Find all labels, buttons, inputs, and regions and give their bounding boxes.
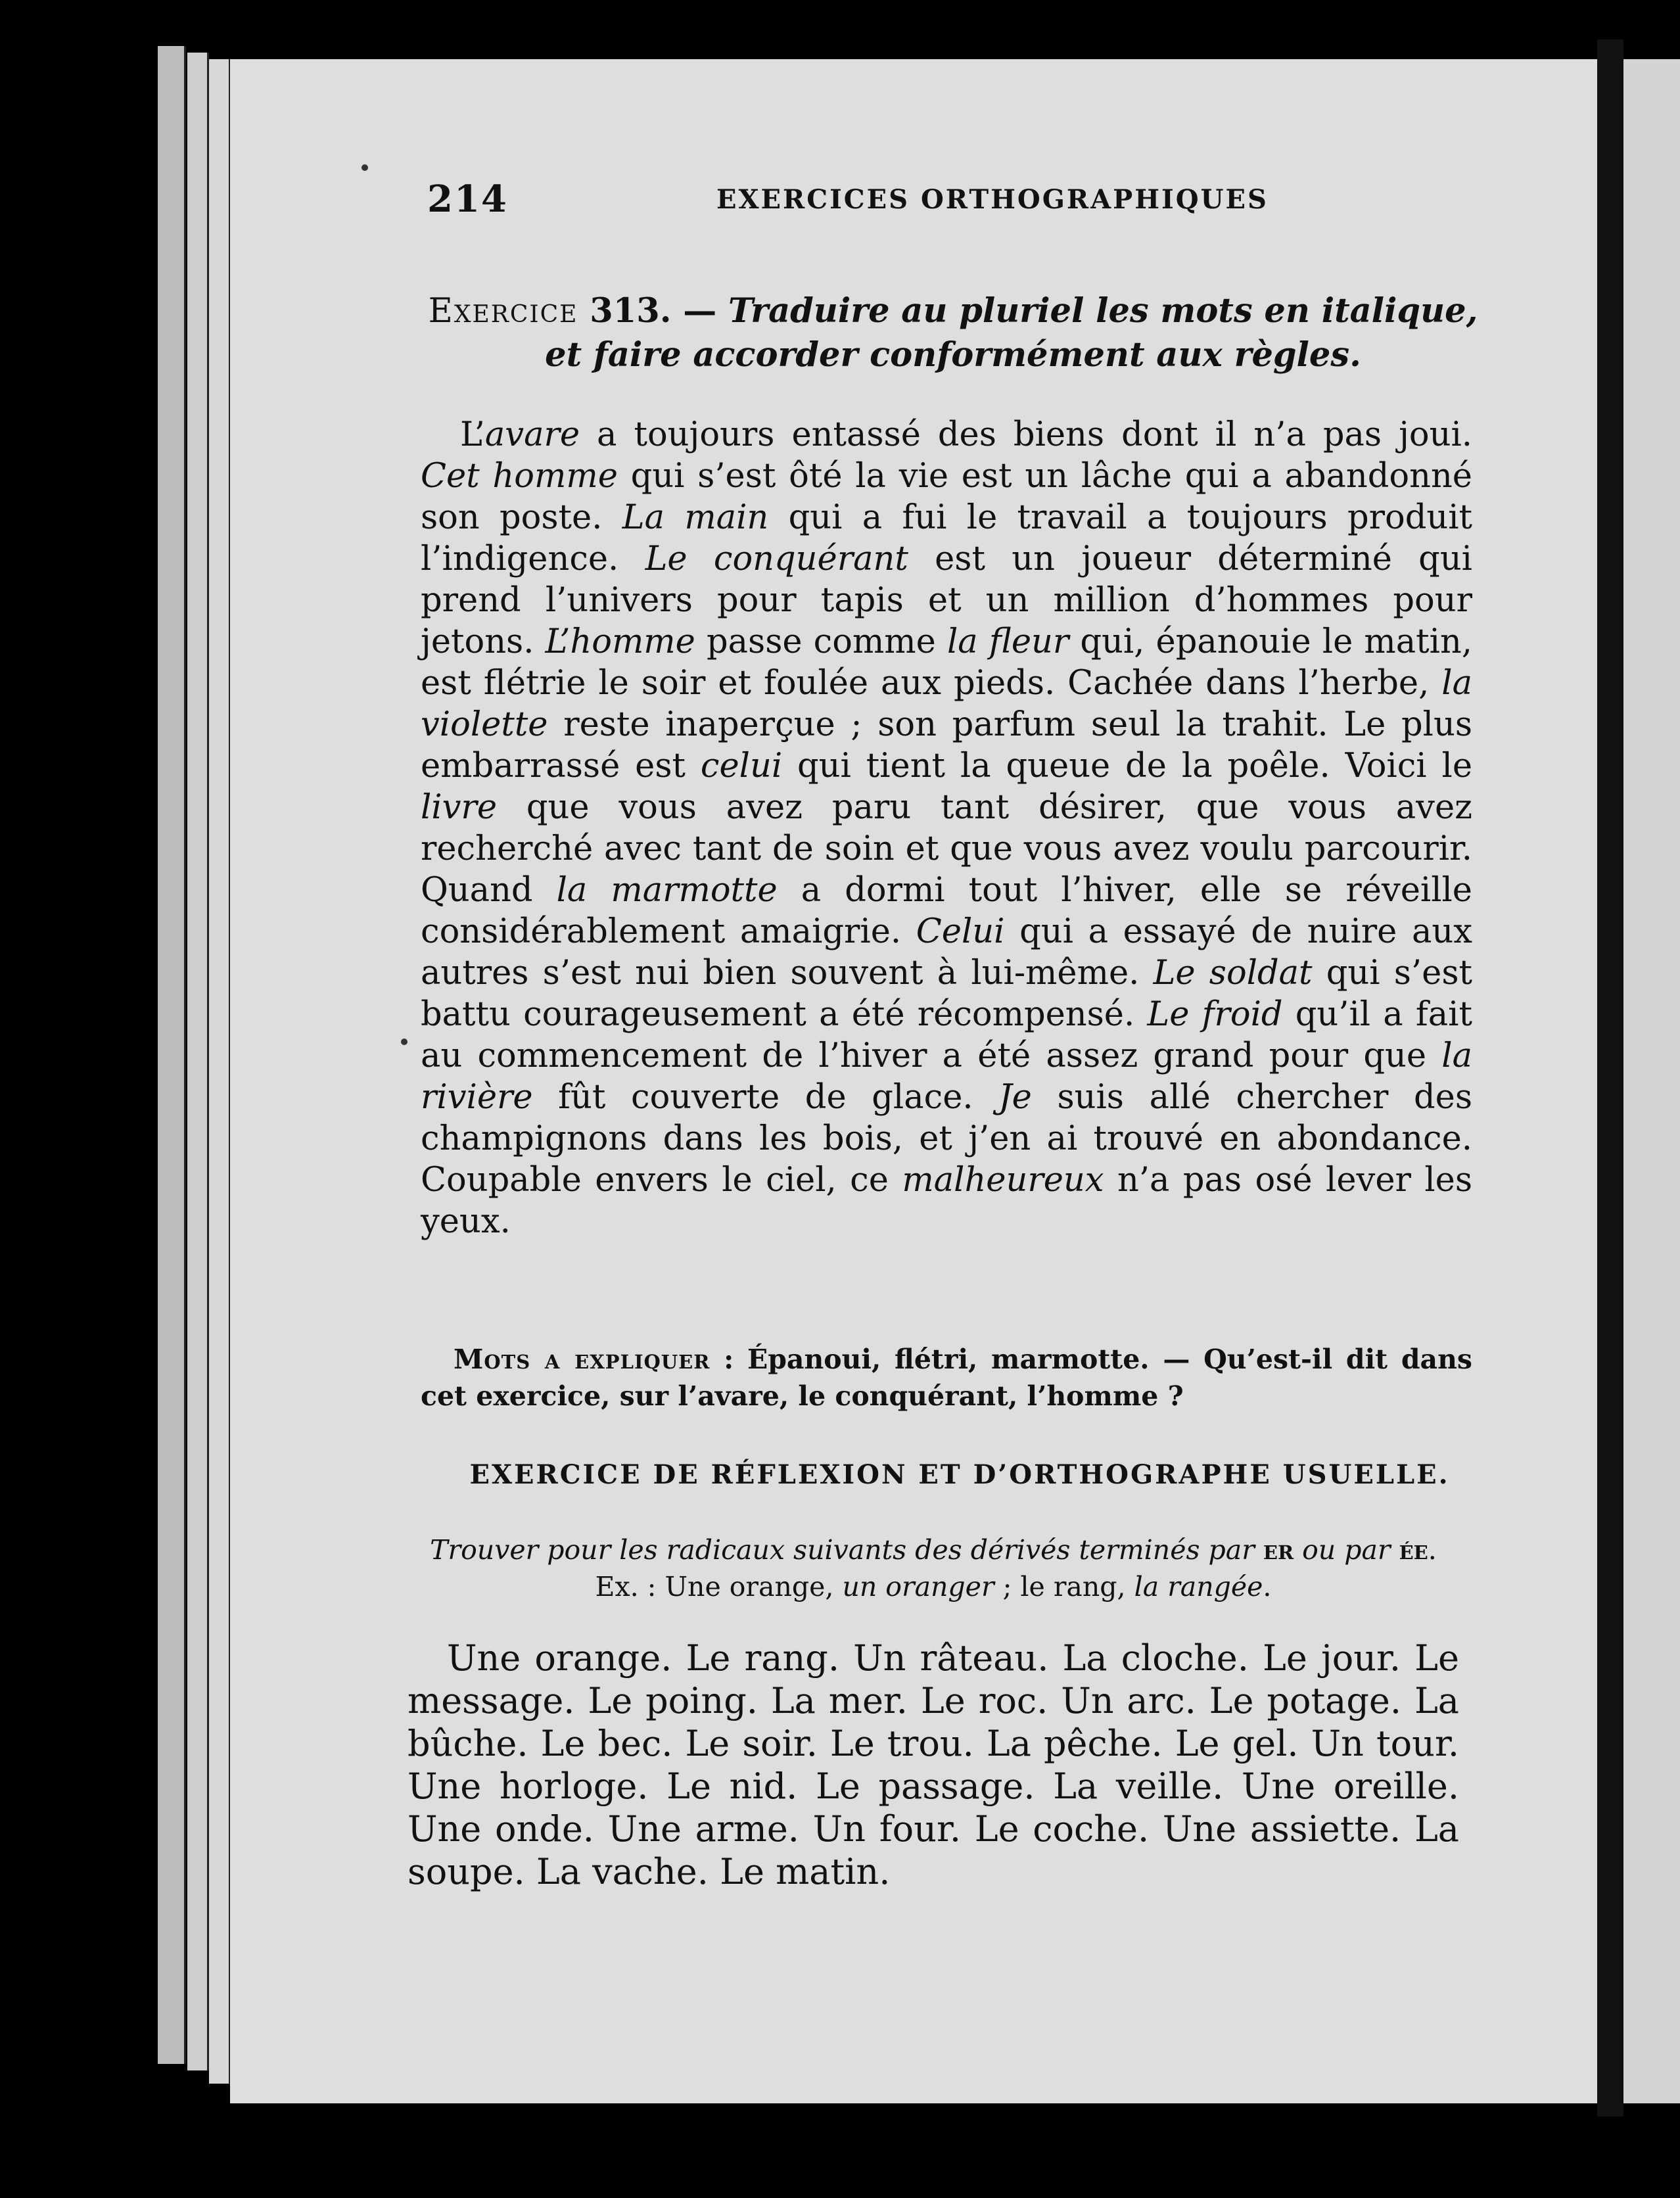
italic-term: Le soldat	[1153, 954, 1313, 993]
italic-term: Cet homme	[421, 457, 618, 496]
body-text: est un joueur déterminé qui prend l’univers pour tapis et un million d’hommes pour jetons.	[421, 540, 1472, 661]
italic-term: livre	[421, 788, 497, 827]
italic-term: La main	[622, 498, 769, 537]
mots-label: Mots a expliquer	[454, 1344, 711, 1375]
page-edge	[187, 53, 209, 2070]
running-head	[427, 177, 1558, 230]
italic-term: la fleur	[946, 622, 1069, 661]
italic-term: Le conquérant	[645, 540, 908, 578]
italic-term: celui	[700, 747, 783, 785]
italic-term: Le froid	[1147, 995, 1283, 1034]
exercise-number: 313.	[590, 291, 672, 331]
running-title: EXERCICES ORTHOGRAPHIQUES	[716, 184, 1269, 215]
instr-part1: Trouver pour les radicaux suivants des dérivés terminés par	[430, 1534, 1263, 1566]
exercise-313-heading	[421, 289, 1485, 377]
exercise-label: Exercice	[428, 292, 578, 331]
print-speck	[401, 1039, 408, 1045]
page-edge	[209, 59, 231, 2084]
body-text: qui s’est ôté la vie est un lâche qui a abandonné son poste.	[421, 457, 1472, 537]
example-oranger: un oranger	[842, 1571, 994, 1602]
body-text: qui tient la queue de la poêle. Voici le	[782, 747, 1472, 785]
exercise-instruction-line1: Traduire au pluriel les mots en italique,	[728, 291, 1478, 331]
instr-ou: ou par	[1294, 1534, 1399, 1566]
body-text: fût couverte de glace.	[532, 1078, 999, 1117]
body-text: qui, épanouie le matin, est flétrie le soir et foulée aux pieds. Cachée dans l’herbe,	[421, 622, 1472, 703]
italic-term: la violette	[421, 664, 1472, 744]
example-rangee: la rangée	[1134, 1571, 1263, 1602]
body-text: L’	[460, 415, 485, 454]
italic-term: Je	[998, 1078, 1032, 1117]
body-text: reste inaperçue ; son parfum seul la trahit. Le plus embarrassé est	[421, 705, 1472, 785]
body-text: qu’il a fait au commencement de l’hiver a été assez grand pour que	[421, 995, 1472, 1075]
body-text: qui s’est battu courageusement a été récompensé.	[421, 954, 1472, 1034]
body-text: qui a fui le travail a toujours produit l’indigence.	[421, 498, 1472, 578]
italic-term: avare	[484, 415, 580, 454]
instr-mid: ; le rang,	[994, 1571, 1134, 1602]
book-gutter	[1597, 39, 1623, 2116]
italic-term: la marmotte	[556, 871, 778, 910]
suffix-ee: ée	[1399, 1534, 1428, 1566]
exercise-dash: —	[671, 291, 728, 331]
exercise-313-text	[421, 414, 1472, 1242]
facing-page	[1623, 59, 1680, 2103]
exercise-reflexion-title: EXERCICE DE RÉFLEXION ET D’ORTHOGRAPHE USUELLE.	[469, 1459, 1450, 1490]
body-text: n’a pas osé lever les yeux.	[421, 1161, 1472, 1241]
body-text: que vous avez paru tant désirer, que vous avez recherché avec tant de soin et que vous avez voulu parcourir. Quand	[421, 788, 1472, 910]
body-text: passe comme	[695, 622, 947, 661]
instr-ex: . Ex. : Une orange,	[595, 1534, 1437, 1602]
italic-term: la rivière	[421, 1037, 1472, 1117]
italic-term: malheureux	[902, 1161, 1104, 1200]
suffix-er: er	[1263, 1534, 1294, 1566]
page-number: 214	[427, 177, 508, 221]
italic-term: Celui	[916, 912, 1005, 951]
body-text: suis allé chercher des champignons dans les bois, et j’en ai trouvé en abondance. Coupable envers le ciel, ce	[421, 1078, 1473, 1200]
italic-term: L’homme	[545, 622, 695, 661]
instr-end: .	[1263, 1571, 1272, 1602]
body-text: a dormi tout l’hiver, elle se réveille considérablement amaigrie.	[421, 871, 1472, 951]
word-list: Une orange. Le rang. Un râteau. La cloche. Le jour. Le message. Le poing. La mer. Le roc. Un arc. Le potage. La bûche. Le bec. Le soir. Le trou. La pêche. Le gel. Un tour. Une horloge. Le nid. Le passage. La veille. Une oreille. Une onde. Une arme. Un four. Le coche. Une assiette. La soupe. La vache. Le matin.	[408, 1637, 1459, 1892]
mots-a-expliquer	[421, 1341, 1472, 1415]
mots-text: : Épanoui, flétri, marmotte. — Qu’est-il dit dans cet exercice, sur l’avare, le conquérant, l’homme ?	[421, 1344, 1472, 1412]
print-speck	[362, 164, 368, 171]
body-text: qui a essayé de nuire aux autres s’est nui bien souvent à lui-même.	[421, 912, 1472, 993]
exercise-reflexion-instruction	[408, 1532, 1459, 1605]
exercise-instruction-line2: et faire accorder conformément aux règles.	[545, 335, 1361, 375]
body-text: a toujours entassé des biens dont il n’a pas joui.	[580, 415, 1472, 454]
page-edge	[158, 46, 186, 2064]
